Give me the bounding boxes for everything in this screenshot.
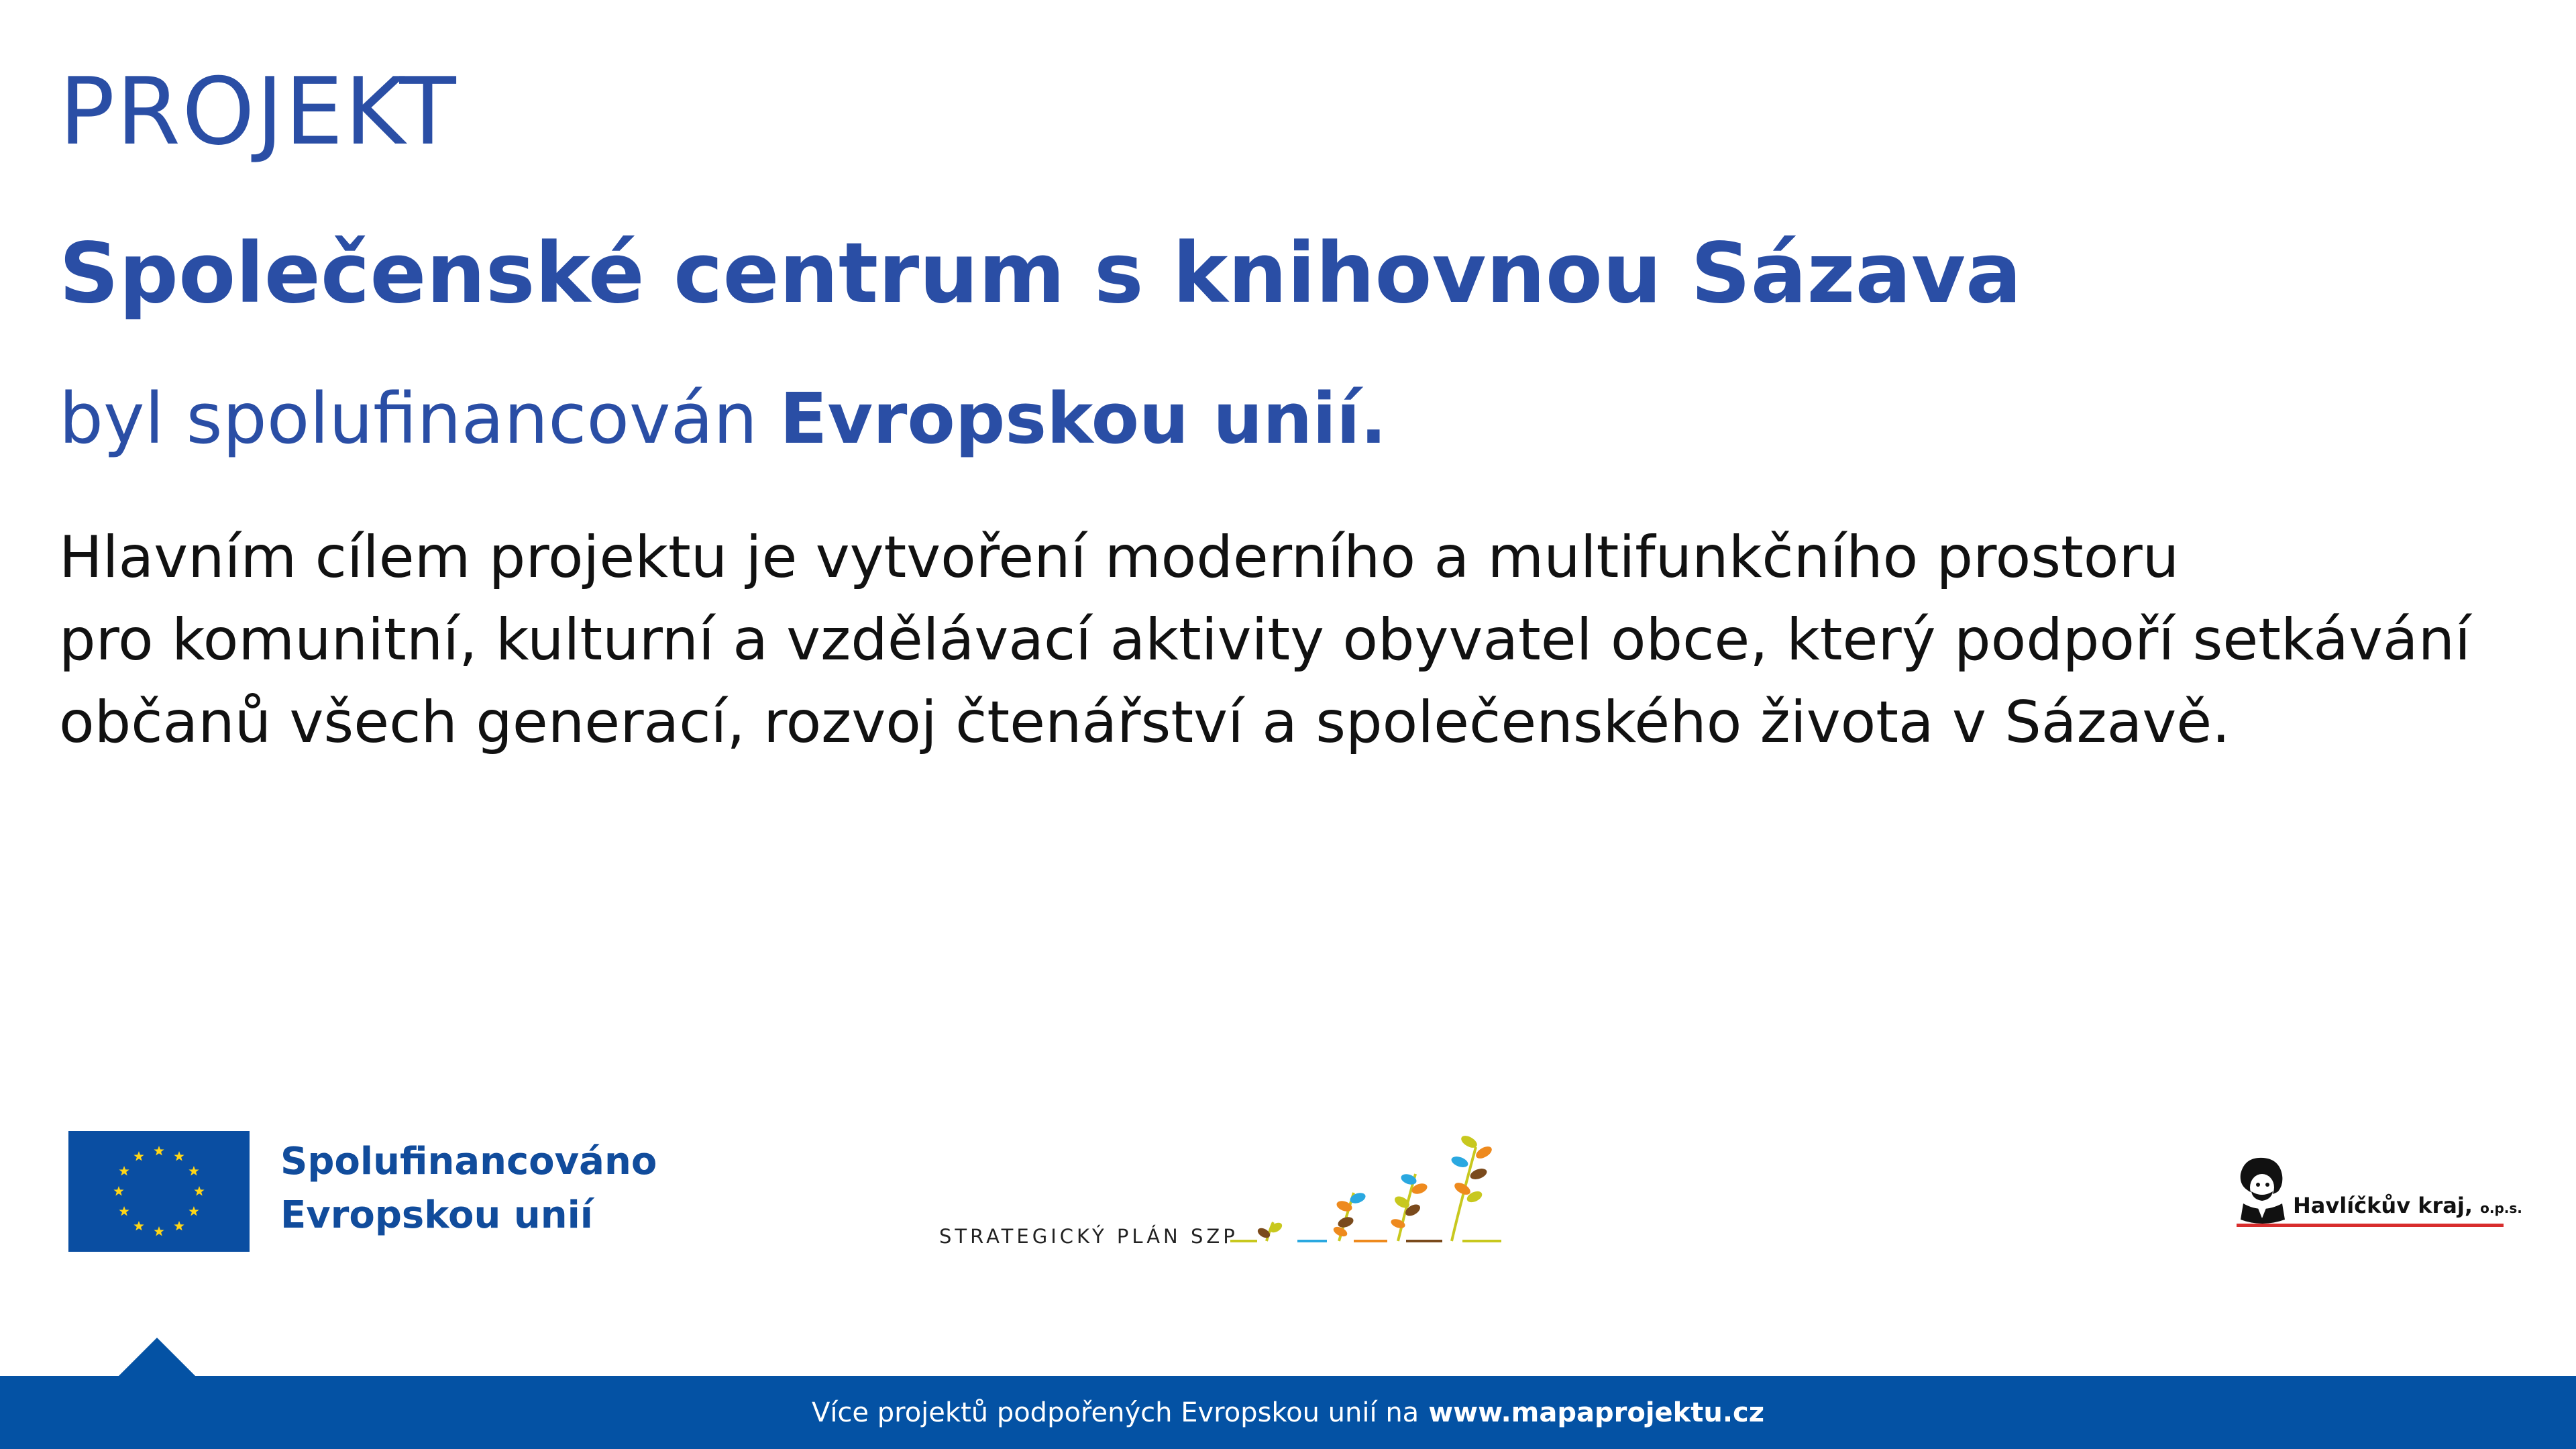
havlicek-portrait-icon	[2231, 1154, 2293, 1226]
eu-star-icon	[174, 1151, 184, 1161]
szp-label: STRATEGICKÝ PLÁN SZP	[939, 1225, 1238, 1248]
cofinanced-line	[59, 378, 1387, 460]
havlickuv-kraj-logo	[2231, 1154, 2522, 1232]
szp-plants-logo	[1226, 1127, 1521, 1254]
havlickuv-kraj-name	[2293, 1193, 2522, 1218]
cofinanced-by: Evropskou unií.	[780, 378, 1387, 460]
project-description	[59, 517, 2541, 764]
eu-text-line2: Evropskou unií	[280, 1193, 593, 1237]
eu-star-icon	[154, 1226, 164, 1236]
eu-text-line1: Spolufinancováno	[280, 1140, 657, 1183]
hk-name: Havlíčkův kraj,	[2293, 1193, 2473, 1218]
description-line: občanů všech generací, rozvoj čtenářství a společenského života v Sázavě.	[59, 689, 2231, 756]
eu-star-icon	[174, 1221, 184, 1230]
eu-star-icon	[194, 1186, 204, 1195]
eu-flag-icon	[68, 1131, 250, 1252]
footer-notch	[118, 1338, 196, 1377]
description-line: pro komunitní, kulturní a vzdělávací aktivity obyvatel obce, který podpoří setkávání	[59, 606, 2471, 674]
eu-star-icon	[119, 1206, 129, 1216]
eu-star-icon	[189, 1166, 199, 1175]
hk-underline	[2237, 1224, 2504, 1227]
description-line: Hlavním cílem projektu je vytvoření moderního a multifunkčního prostoru	[59, 524, 2180, 591]
footer-text: Více projektů podpořených Evropskou unií na	[811, 1397, 1419, 1428]
hk-suffix: o.p.s.	[2480, 1200, 2522, 1216]
eu-star-icon	[133, 1151, 144, 1161]
eu-star-icon	[113, 1186, 123, 1195]
cofinanced-prefix: byl spolufinancován	[59, 378, 758, 460]
eu-star-icon	[154, 1146, 164, 1155]
eu-cofinanced-text	[280, 1135, 657, 1242]
eu-star-icon	[119, 1166, 129, 1175]
footer-bar	[0, 1376, 2576, 1449]
footer-link[interactable]: www.mapaprojektu.cz	[1428, 1397, 1765, 1428]
kicker-label: PROJEKT	[59, 58, 458, 166]
project-title: Společenské centrum s knihovnou Sázava	[59, 225, 2022, 322]
eu-star-icon	[133, 1221, 144, 1230]
eu-star-icon	[189, 1206, 199, 1216]
